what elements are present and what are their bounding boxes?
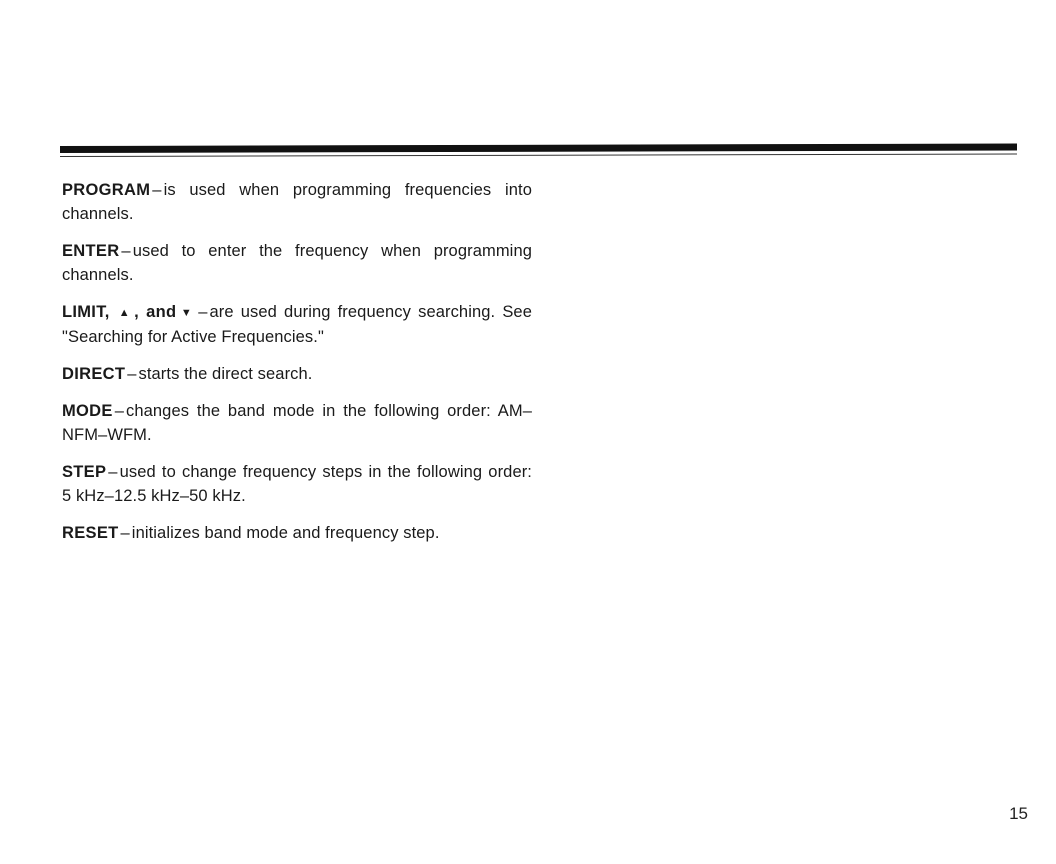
- header-rule-thick: [60, 143, 1017, 153]
- description-step: used to change frequency steps in the following order: 5 kHz–12.5 kHz–50 kHz.: [62, 463, 532, 505]
- dash: –: [152, 181, 162, 199]
- term-comma: ,: [134, 303, 140, 321]
- definition-list: [62, 178, 532, 558]
- dash: –: [127, 365, 137, 383]
- description-enter: used to enter the frequency when programming channels.: [62, 242, 532, 284]
- dash: –: [121, 242, 131, 260]
- dash: –: [120, 524, 130, 542]
- term-program: PROGRAM: [62, 181, 151, 199]
- term-enter: ENTER: [62, 242, 120, 260]
- term-reset: RESET: [62, 524, 119, 542]
- dash: –: [108, 463, 118, 481]
- page-number: 15: [1009, 804, 1028, 823]
- term-and: and: [146, 303, 177, 321]
- description-mode: changes the band mode in the following order: AM–NFM–WFM.: [62, 402, 532, 444]
- description-program: is used when programming frequencies into channels.: [62, 181, 532, 223]
- dash: –: [114, 402, 124, 420]
- definition-mode: [62, 399, 532, 447]
- up-arrow-icon: ▲: [118, 307, 133, 319]
- definition-direct: [62, 362, 532, 386]
- definition-program: [62, 178, 532, 226]
- header-rule-thin: [60, 153, 1017, 157]
- term-direct: DIRECT: [62, 365, 126, 383]
- definition-reset: [62, 521, 532, 545]
- dash: –: [198, 303, 208, 321]
- term-step: STEP: [62, 463, 107, 481]
- definition-limit: [62, 300, 532, 349]
- definition-enter: [62, 239, 532, 287]
- description-reset: initializes band mode and frequency step.: [131, 524, 440, 542]
- down-arrow-icon: ▼: [178, 307, 195, 319]
- description-limit: are used during frequency searching. See "Searching for Active Frequencies.": [62, 303, 532, 346]
- term-limit: LIMIT,: [62, 303, 110, 321]
- description-direct: starts the direct search.: [138, 365, 313, 383]
- term-mode: MODE: [62, 402, 113, 420]
- definition-step: [62, 460, 532, 508]
